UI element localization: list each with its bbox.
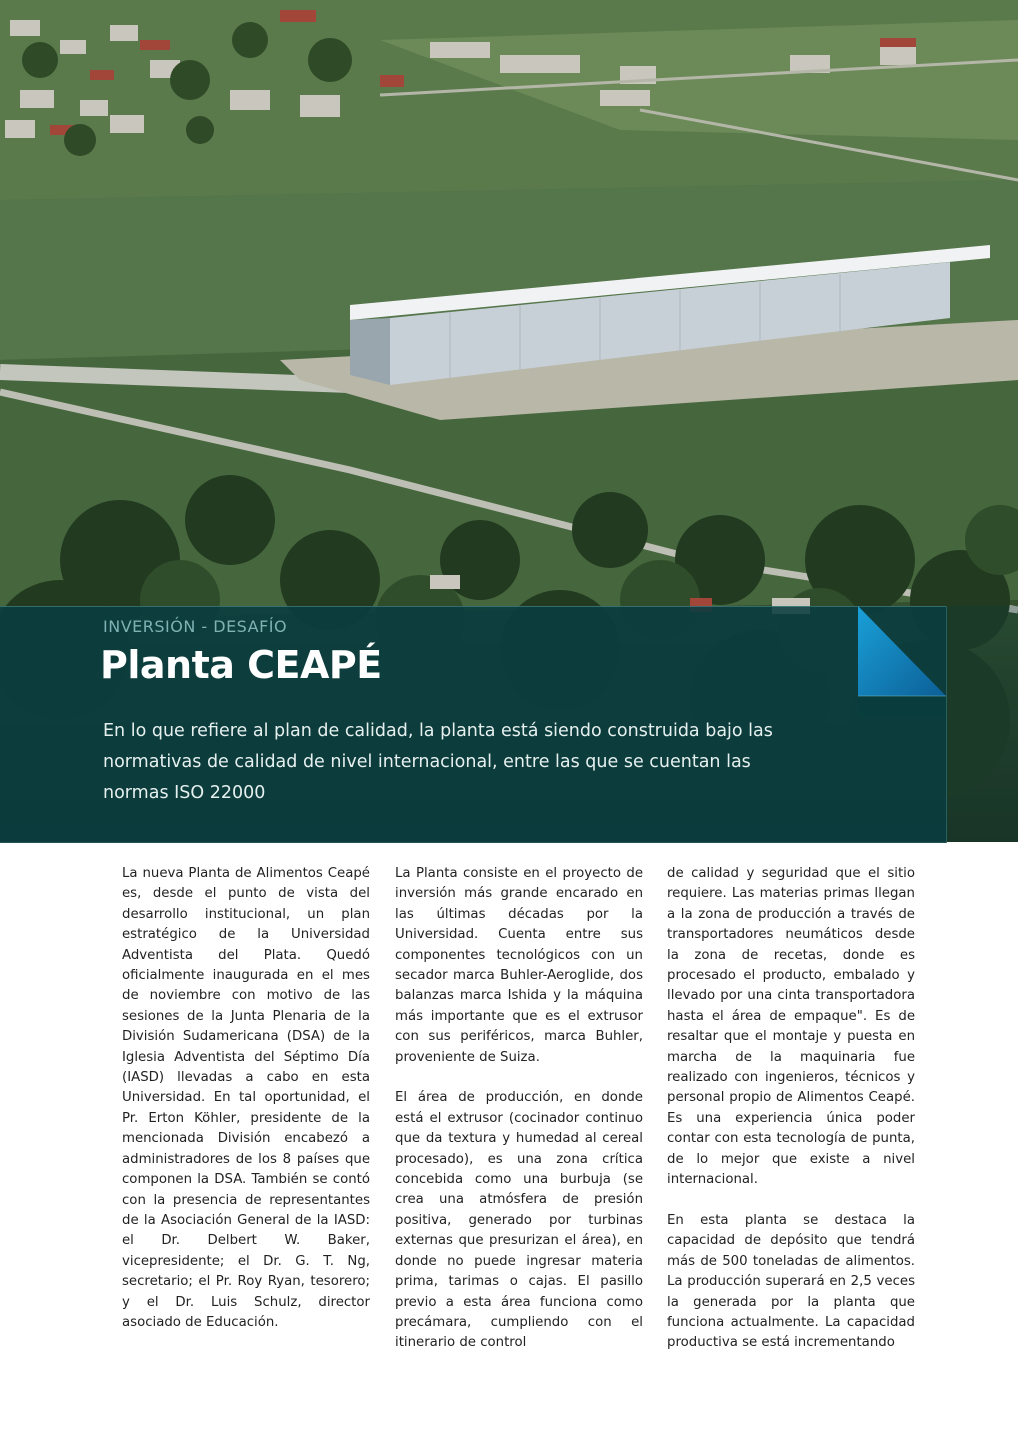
page-title: Planta CEAPÉ xyxy=(100,643,382,687)
paragraph: El área de producción, en donde está el extrusor (cocinador continuo que da textura y humedad al cereal procesado), es una zona crítica concebida como una burbuja (se crea una atmósfera de presión positiva, generado por turbinas externas que presurizan el área), en donde no puede ingresar materia prima, tarimas o cajas. El pasillo previo a esta área funciona como precámara, cumpliendo con el itinerario de control xyxy=(395,1090,643,1351)
lead-paragraph: En lo que refiere al plan de calidad, la planta está siendo construida bajo las normativas de calidad de nivel internacional, entre las que se cuentan las normas ISO 22000 xyxy=(103,721,773,803)
paragraph: de calidad y seguridad que el sitio requiere. Las materias primas llegan a la zona de producción a través de transportadores neumáticos desde la zona de recetas, donde es procesado el producto, embalado y llevado por una cinta transportadora hasta el área de empaque". Es de resaltar que el montaje y puesta en marcha de la maquinaria fue realizado con ingenieros, técnicos y personal propio de Alimentos Ceapé. Es una experiencia única poder contar con esta tecnología de punta, de lo mejor que existe a nivel internacional. xyxy=(667,866,915,1188)
text-column-3 xyxy=(667,864,915,1374)
section-kicker: INVERSIÓN - DESAFÍO xyxy=(103,617,288,636)
banner-extension xyxy=(946,606,1018,842)
text-column-1 xyxy=(122,864,370,1354)
folded-corner-icon xyxy=(858,606,946,718)
paragraph: La Planta consiste en el proyecto de inversión más grande encarado en las últimas décadas por la Universidad. Cuenta entre sus componentes tecnológicos con un secador marca Buhler-Aeroglide, dos balanzas marca Ishida y la máquina más importante que es el extrusor con sus periféricos, marca Buhler, proveniente de Suiza. xyxy=(395,866,643,1065)
paragraph: En esta planta se destaca la capacidad de depósito que tendrá más de 500 toneladas de alimentos. La producción superará en 2,5 veces la generada por la planta que funciona actualmente. La capacidad productiva se está incrementando xyxy=(667,1212,915,1351)
text-column-2 xyxy=(395,864,643,1374)
paragraph: La nueva Planta de Alimentos Ceapé es, desde el punto de vista del desarrollo institucional, un plan estratégico de la Universidad Adventista del Plata. Quedó oficialmente inaugurada en el mes de noviembre con motivo de las sesiones de la Junta Plenaria de la División Sudamericana (DSA) de la Iglesia Adventista del Séptimo Día (IASD) llevadas a cabo en esta Universidad. En tal oportunidad, el Pr. Erton Köhler, presidente de la mencionada División encabezó a administradores de los 8 países que componen la DSA. También se contó con la presencia de representantes de la Asociación General de la IASD: el Dr. Delbert W. Baker, vicepresidente; el Dr. G. T. Ng, secretario; el Pr. Roy Ryan, tesorero; y el Dr. Luis Schulz, director asociado de Educación. xyxy=(122,866,370,1330)
